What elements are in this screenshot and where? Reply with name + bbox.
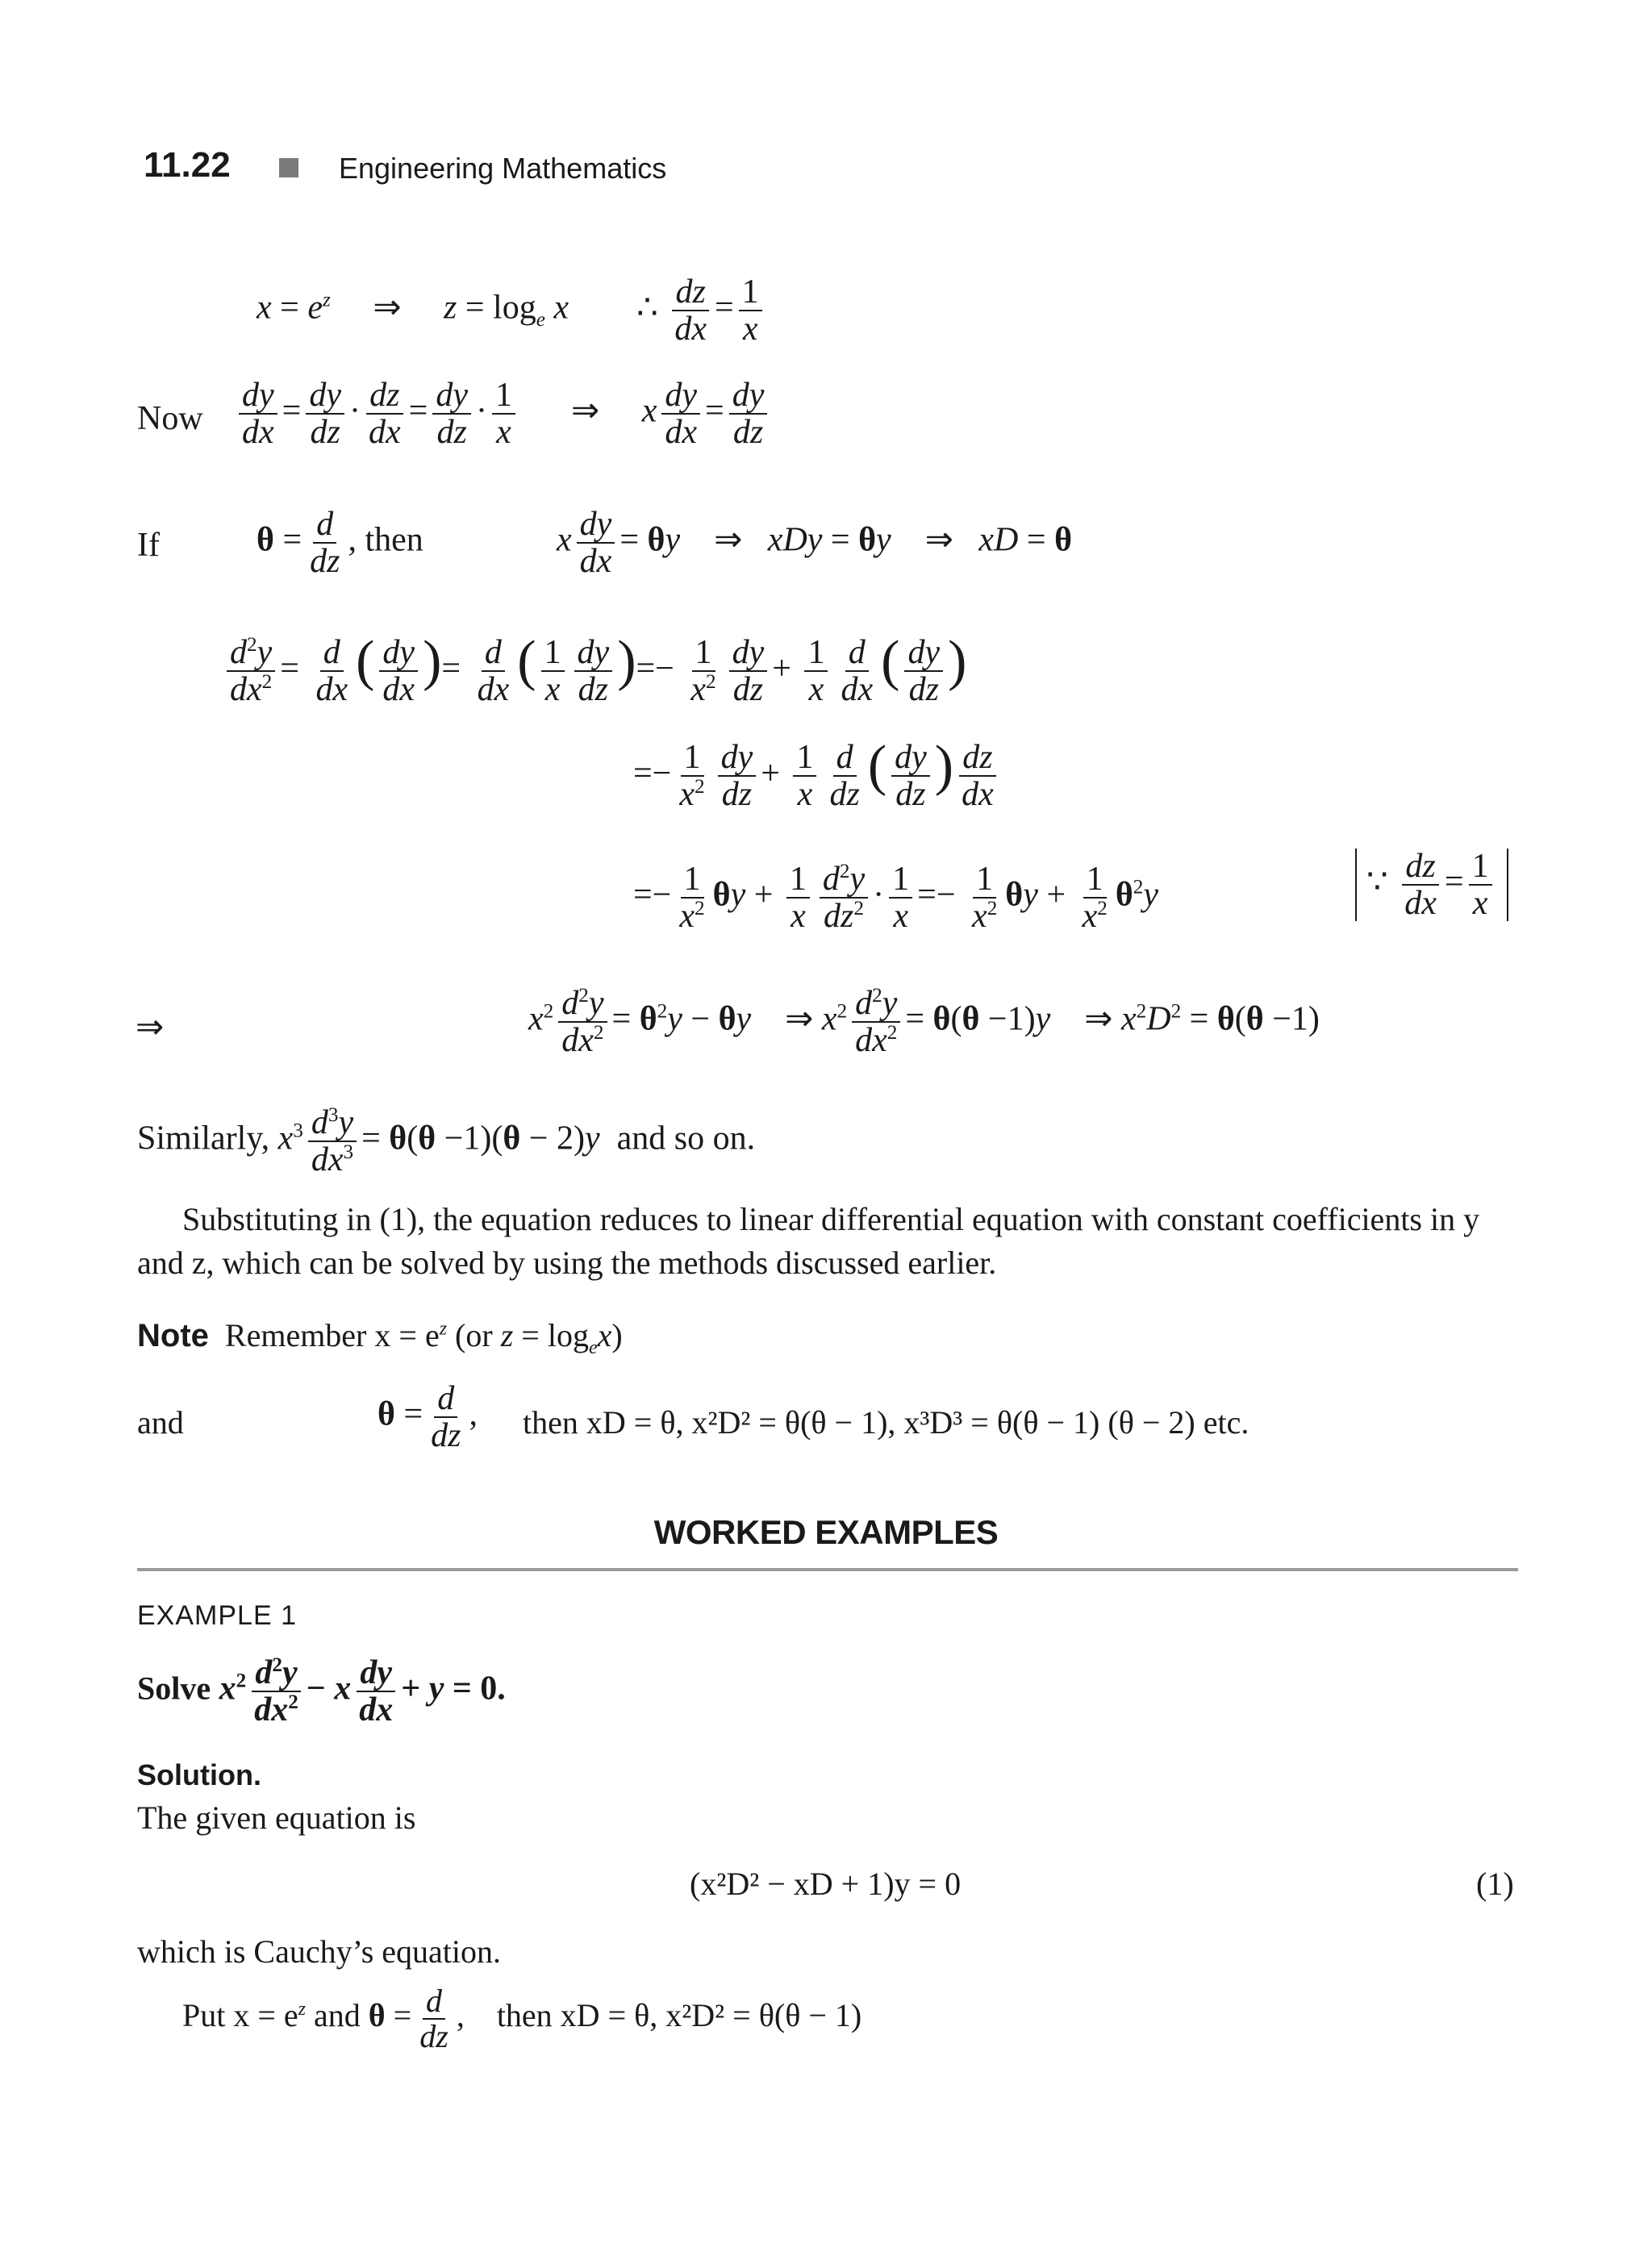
cauchy-text: which is Cauchy’s equation. [137, 1933, 502, 1970]
eq-third-order: Similarly, $x^3$ $\frac{d^3y}{dx^3}$ = θ(θ −1)(θ − 2)y and so on. [137, 1104, 756, 1179]
now-label: Now [137, 400, 203, 437]
eq-theta-operator: x $\frac{dy}{dx}$ = θy ⇒ xDy = θy ⇒ xD = θ [557, 506, 1073, 581]
note-block: Note Remember $x = e^z$ (or $z = \log_ex$) [137, 1317, 623, 1358]
eq-theta-def: θ = $\frac{d}{dz}$ , then [257, 506, 423, 581]
given-equation: (x²D² − xD + 1)y = 0 [690, 1866, 962, 1902]
example-label: EXAMPLE 1 [137, 1600, 297, 1631]
substitution-paragraph: Substituting in (1), the equation reduces to linear differential equation with constant coefficients in y and z, which can be solved by using the methods discussed earlier. [137, 1201, 1480, 1281]
note-label: Note [137, 1318, 209, 1353]
solution-label: Solution. [137, 1758, 261, 1791]
put-and: and [314, 1997, 361, 2034]
eq-second-derivative-2: =− $\frac{1}{x^2}$ $\frac{dy}{dz}$ + $\frac{1}{x}$ $\frac{d}{dz}$ ( $\frac{dy}{dz}$ ) $\frac{dz}{dx}$ [633, 734, 1002, 812]
put-substitution: Put $x = e^z$ and θ = $\frac{d}{dz}$ , then xD = θ, x²D² = θ(θ − 1) [182, 1983, 862, 2054]
note-and-label: and [137, 1404, 184, 1441]
then-label: , then [348, 521, 423, 559]
because-symbol: ∵ [1366, 863, 1388, 901]
solve-label: Solve [137, 1670, 211, 1707]
eq-second-order-theta: $x^2$ $\frac{d^2y}{dx^2}$ = $\theta^2y - \theta y$ ⇒ $x^2$ $\frac{d^2y}{dx^2}$ = θ(θ −1)y ⇒ $x^2D^2 = \theta(\theta -1)$ [528, 985, 1320, 1060]
page-number: 11.22 [144, 145, 231, 185]
note-text: Remember x = e [224, 1317, 440, 1353]
bracket-because-note: ∵ $\frac{dz}{dx}$ = $\frac{1}{x}$ [1355, 849, 1508, 921]
similarly-label: Similarly, [137, 1120, 270, 1157]
book-title: Engineering Mathematics [339, 152, 667, 185]
if-label: If [137, 527, 160, 564]
put-text: Put x = e [182, 1997, 298, 2034]
eq-first-derivative: $\frac{dy}{dx}$ = $\frac{dy}{dz}$ · $\frac{dz}{dx}$ = $\frac{dy}{dz}$ · $\frac{1}{x}$ ⇒ x $\frac{dy}{dx}$ = $\frac{dy}{dz}$ [234, 377, 772, 450]
implies-symbol: ⇒ [136, 1009, 165, 1046]
put-then-text: then xD = θ, x²D² = θ(θ − 1) [496, 1997, 862, 2034]
given-text: The given equation is [137, 1799, 416, 1836]
note-then-text: then xD = θ, x²D² = θ(θ − 1), x³D³ = θ(θ − 1) (θ − 2) etc. [523, 1404, 1249, 1441]
section-rule [137, 1568, 1518, 1571]
note-theta-def: θ = $\frac{d}{dz}$ , [378, 1380, 478, 1455]
eq-second-derivative-1: $\frac{d^2y}{dx^2}$ = $\frac{d}{dx}$ ( $\frac{dy}{dx}$ )= $\frac{d}{dx}$ ( $\frac{1}{x}$ $\frac{dy}{dz}$ )=− $\frac{1}{x^2}$ $\frac{dy}{dz}$ + $\frac{1}{x}$ $\frac{d}{dx}$ ( $\frac{dy}{dz}$ ) [222, 629, 966, 707]
header-square-icon [279, 158, 298, 177]
equation-number: (1) [1476, 1866, 1514, 1902]
and-so-on-text: and so on. [616, 1120, 756, 1157]
eq-substitution: $x = e^z$ ⇒ $z = \log_e x$ ∴ $\frac{dz}{dx}$ = $\frac{1}{x}$ [257, 274, 767, 347]
section-title: WORKED EXAMPLES [653, 1513, 999, 1551]
eq-second-derivative-3: =− $\frac{1}{x^2}$ θy + $\frac{1}{x}$ $\frac{d^2y}{dz^2}$ · $\frac{1}{x}$ =− $\frac{1}{x^2}$ θy + $\frac{1}{x^2}$ $\theta^2y$ [633, 861, 1158, 936]
example-problem: Solve $x^2$ $\frac{d^2y}{dx^2}$ − x $\frac{dy}{dx}$ + y = 0. [137, 1654, 506, 1729]
